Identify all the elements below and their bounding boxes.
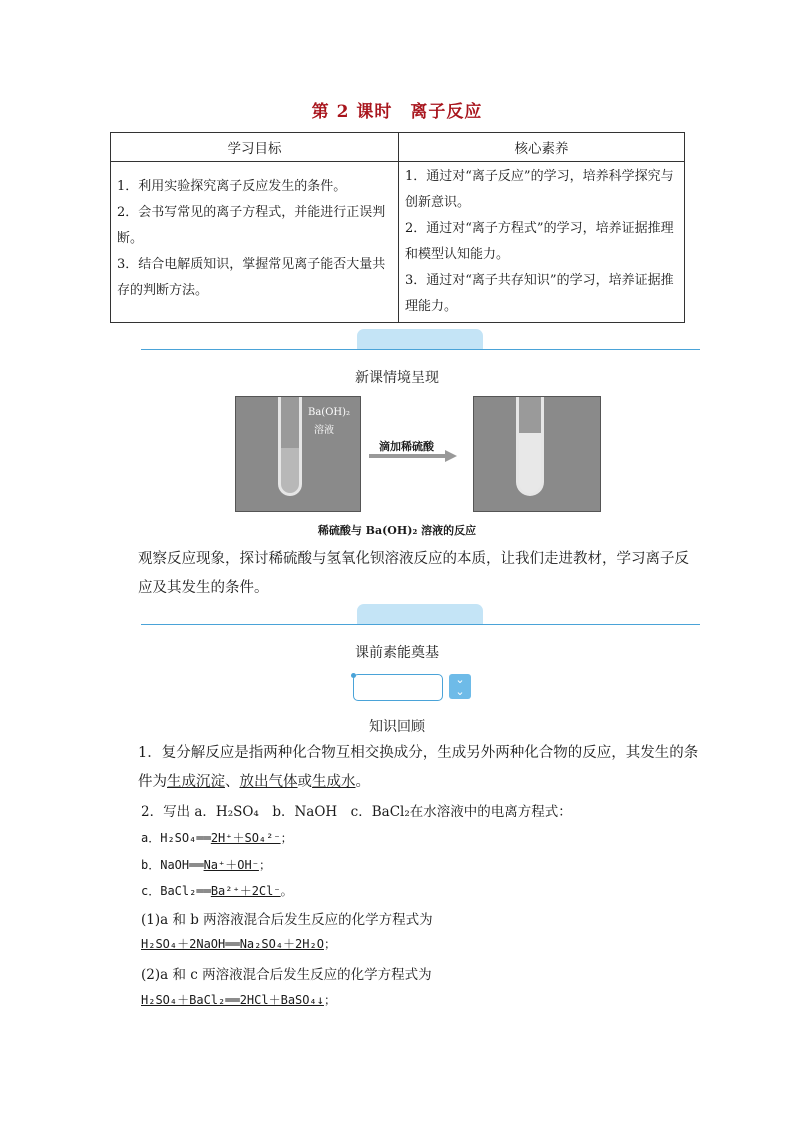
answer-blank: 生成沉淀: [167, 774, 225, 790]
right-arrow-icon: [369, 450, 457, 462]
page-title: 第 2 课时 离子反应: [311, 102, 483, 122]
knowledge-label-box: [353, 674, 443, 701]
photo-after: [473, 396, 601, 512]
equation-b: b．NaOH══Na⁺＋OH⁻；: [141, 858, 271, 872]
figure-caption: 稀硫酸与 Ba(OH)₂ 溶液的反应: [317, 524, 477, 537]
test-tube-icon: [278, 396, 302, 496]
section-tab: [357, 604, 483, 624]
literacy-item: 3．通过对“离子共存知识”的学习，培养证据推理能力。: [405, 273, 674, 314]
goals-cell: [111, 162, 399, 323]
section-tab: [357, 329, 483, 349]
subheading-review: 知识回顾: [369, 719, 425, 735]
literacy-item: 2．通过对“离子方程式”的学习，培养证据推理和模型认知能力。: [405, 221, 674, 262]
goal-item: 3．结合电解质知识，掌握常见离子能否大量共存的判断方法。: [117, 257, 386, 298]
dot-icon: [351, 673, 356, 678]
photo-before: [235, 396, 361, 512]
question-2: 2．写出 a．H₂SO₄ b．NaOH c．BaCl₂在水溶液中的电离方程式：: [141, 804, 572, 820]
answer-blank: H₂SO₄＋2NaOH══Na₂SO₄＋2H₂O: [141, 937, 324, 951]
goal-item: 2．会书写常见的离子方程式，并能进行正误判断。: [117, 205, 386, 246]
literacy-item: 1．通过对“离子反应”的学习，培养科学探究与创新意识。: [405, 169, 674, 210]
answer-blank: Na⁺＋OH⁻: [203, 858, 259, 872]
literacy-cell: [399, 162, 685, 323]
section-heading-intro: 新课情境呈现: [355, 370, 439, 386]
photo-label: 溶液: [314, 425, 334, 436]
objectives-table: [110, 132, 685, 323]
answer-blank: 2H⁺＋SO₄²⁻: [210, 831, 281, 845]
intro-paragraph: 观察反应现象，探讨稀硫酸与氢氧化钡溶液反应的本质，让我们走进教材，学习离子反应及其发生的条件。: [138, 551, 689, 596]
answer-blank: Ba²⁺＋2Cl⁻: [210, 884, 281, 898]
sub-question-1: (1)a 和 b 两溶液混合后发生反应的化学方程式为: [141, 912, 433, 928]
equation-c: c．BaCl₂══Ba²⁺＋2Cl⁻。: [141, 884, 293, 898]
section-divider: [141, 349, 700, 350]
equation-a: a．H₂SO₄══2H⁺＋SO₄²⁻；: [141, 831, 293, 845]
answer-blank: 生成水: [312, 774, 356, 790]
answer-1: H₂SO₄＋2NaOH══Na₂SO₄＋2H₂O；: [141, 937, 336, 951]
question-1: 1．复分解反应是指两种化合物互相交换成分，生成另外两种化合物的反应，其发生的条件为生成沉淀、放出气体或生成水。: [138, 745, 699, 790]
goal-item: 1．利用实验探究离子反应发生的条件。: [117, 179, 347, 194]
section-divider: [141, 624, 700, 625]
photo-label: Ba(OH)₂: [308, 407, 351, 418]
section-heading-prep: 课前素能奠基: [355, 645, 439, 661]
literacy-header: 核心素养: [399, 133, 685, 162]
arrow-label: 滴加稀硫酸: [379, 440, 434, 453]
goals-header: 学习目标: [111, 133, 399, 162]
sub-question-2: (2)a 和 c 两溶液混合后发生反应的化学方程式为: [141, 967, 432, 983]
test-tube-icon: [516, 396, 544, 496]
answer-blank: H₂SO₄＋BaCl₂══2HCl＋BaSO₄↓: [141, 993, 324, 1007]
answer-blank: 放出气体: [239, 774, 298, 790]
answer-2: H₂SO₄＋BaCl₂══2HCl＋BaSO₄↓；: [141, 993, 336, 1007]
double-chevron-down-icon: ⌄ ⌄: [449, 674, 471, 699]
